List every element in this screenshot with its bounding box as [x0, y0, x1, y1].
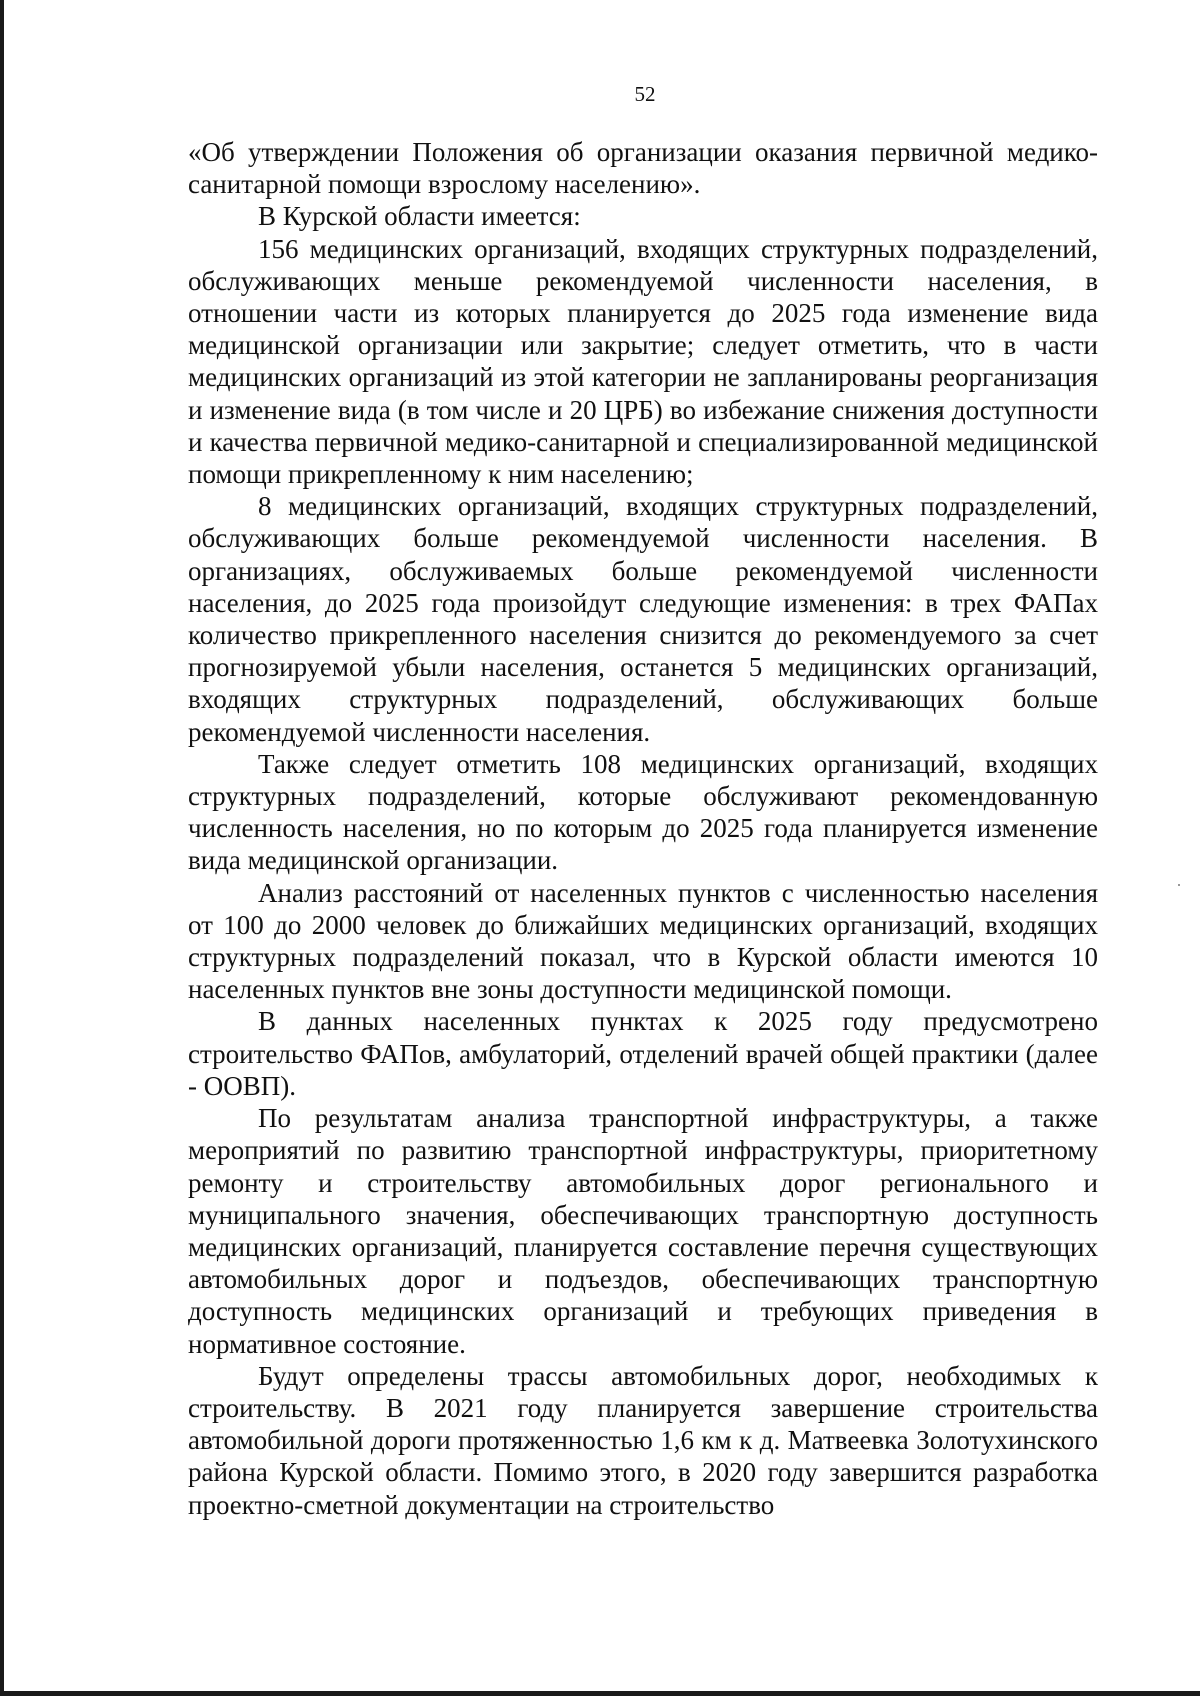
paragraph: Анализ расстояний от населенных пунктов с численностью населения от 100 до 2000 человек до ближайших медицинских организаций, входящих структурных подразделений показал, что в Курской области имеются 10 населенных пунктов вне зоны доступности медицинской помощи.: [188, 877, 1098, 1005]
scan-speck: [1178, 884, 1180, 886]
paragraph: Также следует отметить 108 медицинских организаций, входящих структурных подразделений, которые обслуживают рекомендованную численность населения, но по которым до 2025 года планируется изменение вида медицинской организации.: [188, 748, 1098, 876]
scan-border-left: [0, 0, 4, 1696]
paragraph: 8 медицинских организаций, входящих структурных подразделений, обслуживающих больше рекомендуемой численности населения. В организациях, обслуживаемых больше рекомендуемой численности населения, до 2025 года произойдут следующие изменения: в трех ФАПах количество прикрепленного населения снизится до рекомендуемого за счет прогнозируемой убыли населения, останется 5 медицинских организаций, входящих структурных подразделений, обслуживающих больше рекомендуемой численности населения.: [188, 491, 1098, 747]
paragraph: 156 медицинских организаций, входящих структурных подразделений, обслуживающих меньше рекомендуемой численности населения, в отношении части из которых планируется до 2025 года изменение вида медицинской организации или закрытие; следует отметить, что в части медицинских организаций из этой категории не запланированы реорганизация и изменение вида (в том числе и 20 ЦРБ) во избежание снижения доступности и качества первичной медико-санитарной и специализированной медицинской помощи прикрепленному к ним населению;: [188, 233, 1098, 490]
paragraph: В данных населенных пунктах к 2025 году предусмотрено строительство ФАПов, амбулаторий, отделений врачей общей практики (далее - ООВП).: [188, 1006, 1098, 1101]
paragraph: В Курской области имеется:: [258, 201, 581, 232]
paragraph: По результатам анализа транспортной инфраструктуры, а также мероприятий по развитию транспортной инфраструктуры, приоритетному ремонту и строительству автомобильных дорог регионального и муниципального значения, обеспечивающих транспортную доступность медицинских организаций, планируется составление перечня существующих автомобильных дорог и подъездов, обеспечивающих транспортную доступность медицинских организаций и требующих приведения в нормативное состояние.: [188, 1103, 1098, 1359]
paragraph: Будут определены трассы автомобильных дорог, необходимых к строительству. В 2021 году планируется завершение строительства автомобильной дороги протяженностью 1,6 км к д. Матвеевка Золотухинского района Курской области. Помимо этого, в 2020 году завершится разработка проектно-сметной документации на строительство: [188, 1360, 1098, 1520]
paragraph-continuation: «Об утверждении Положения об организации оказания первичной медико-санитарной помощи взрослому населению».: [188, 137, 1098, 200]
document-body: [188, 136, 1098, 1521]
scan-border-bottom: [0, 1691, 1200, 1696]
page-number: 52: [634, 82, 656, 106]
